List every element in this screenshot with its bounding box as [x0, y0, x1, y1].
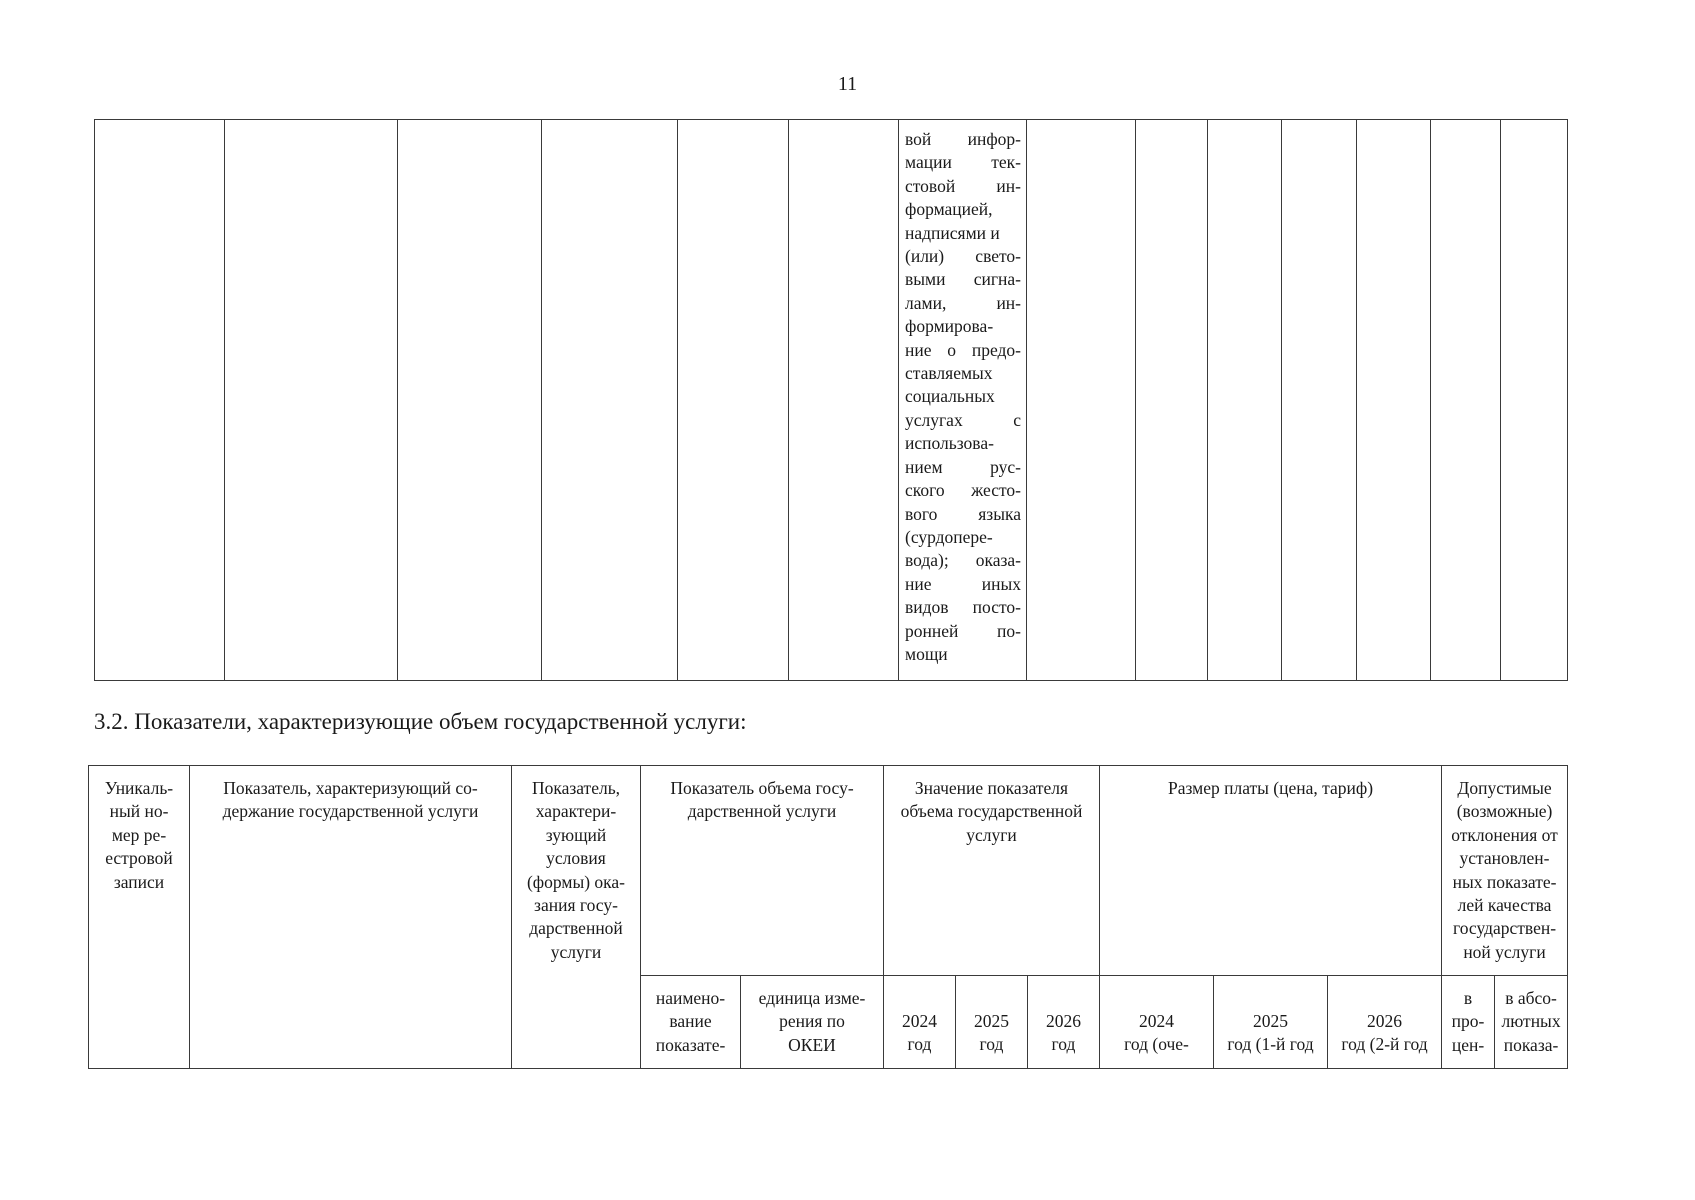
header-line: 2025	[1253, 1011, 1288, 1031]
text-line: выми сигна-	[905, 269, 1021, 290]
header-line: зания госу-	[534, 895, 618, 916]
subheader-value-2024	[884, 976, 956, 1069]
continuation-table	[94, 119, 1568, 681]
text-line: социальных	[905, 386, 995, 407]
page-number: 11	[837, 73, 858, 95]
volume-table	[88, 765, 1568, 1069]
header-line: год (2-й год	[1341, 1034, 1428, 1055]
table-cell	[1357, 120, 1431, 681]
text-line: ставляемых	[905, 363, 993, 384]
text-line: формацией,	[905, 199, 993, 220]
header-line: Допустимые	[1457, 778, 1552, 798]
header-line: установлен-	[1459, 848, 1550, 869]
header-deviation	[1442, 766, 1568, 976]
header-line: ный но-	[109, 801, 169, 822]
header-line: держание государственной услуги	[222, 801, 479, 822]
header-line: 2025	[974, 1011, 1009, 1031]
header-line: ной услуги	[1463, 941, 1546, 962]
table-cell	[1136, 120, 1208, 681]
header-line: Показатель,	[531, 778, 621, 798]
header-line: зующий	[545, 824, 607, 845]
subheader-fee-2026	[1328, 976, 1442, 1069]
header-line: Показатель, характеризующий со-	[223, 778, 478, 798]
header-line: вание	[669, 1011, 712, 1032]
header-line: Уникаль-	[104, 778, 174, 798]
header-fee	[1100, 766, 1442, 976]
text-line: вого языка	[905, 503, 1021, 524]
header-line: 2024	[902, 1011, 937, 1031]
header-line: 2026	[1046, 1011, 1081, 1031]
header-volume-indicator	[641, 766, 884, 976]
text-line: вода); оказа-	[905, 550, 1021, 571]
text-line: вой инфор-	[905, 129, 1021, 149]
text-line: надписями и	[905, 222, 1000, 243]
header-line: условия	[546, 848, 606, 869]
continuation-text-cell	[899, 120, 1027, 681]
header-line: Показатель объема госу-	[670, 778, 854, 798]
text-line: использова-	[905, 433, 994, 454]
table-cell	[1501, 120, 1568, 681]
header-line: год (оче-	[1124, 1034, 1189, 1055]
header-line: отклонения от	[1451, 824, 1558, 845]
header-line: год	[907, 1034, 932, 1055]
header-line: показа-	[1503, 1034, 1559, 1055]
header-line: лей качества	[1457, 895, 1552, 916]
header-conditions-indicator	[512, 766, 641, 1069]
header-volume-value	[884, 766, 1100, 976]
header-line: наимено-	[655, 988, 726, 1008]
text-line: нием рус-	[905, 456, 1021, 477]
header-line: год (1-й год	[1227, 1034, 1314, 1055]
header-line: в	[1463, 988, 1473, 1008]
continuation-text	[899, 120, 1026, 666]
header-line: про-	[1451, 1011, 1485, 1032]
header-line: дарственной	[529, 918, 623, 939]
header-line: 2026	[1367, 1011, 1402, 1031]
table-cell	[95, 120, 225, 681]
header-line: записи	[113, 871, 165, 892]
subheader-fee-2025	[1214, 976, 1328, 1069]
table-cell	[1282, 120, 1357, 681]
header-line: показате-	[655, 1034, 726, 1055]
header-line: в абсо-	[1505, 988, 1557, 1008]
text-line: ронней по-	[905, 620, 1021, 641]
subheader-absolute	[1495, 976, 1568, 1069]
header-line: естровой	[105, 848, 173, 869]
table-cell	[1431, 120, 1501, 681]
text-line: ние о предо-	[905, 339, 1021, 360]
table-cell	[1208, 120, 1282, 681]
table-cell	[1027, 120, 1136, 681]
subheader-percent	[1442, 976, 1495, 1069]
header-line: лютных	[1501, 1011, 1561, 1032]
header-line: услуги	[966, 824, 1017, 845]
header-line: год	[979, 1034, 1004, 1055]
text-line: формирова-	[905, 316, 994, 337]
header-unique-number	[89, 766, 190, 1069]
header-line: объема государственной	[900, 801, 1083, 822]
header-line: ОКЕИ	[788, 1034, 836, 1055]
text-line: (или) свето-	[905, 246, 1021, 267]
header-line: характери-	[535, 801, 617, 822]
header-line: ных показате-	[1452, 871, 1557, 892]
text-line: ского жесто-	[905, 480, 1021, 501]
text-line: мощи	[905, 643, 948, 664]
header-line: государствен-	[1452, 918, 1557, 939]
text-line: (сурдопере-	[905, 526, 993, 547]
table-cell	[789, 120, 899, 681]
table-cell	[225, 120, 398, 681]
header-row	[89, 766, 1568, 976]
section-heading: 3.2. Показатели, характеризующие объем государственной услуги:	[94, 709, 747, 734]
header-line: год	[1051, 1034, 1076, 1055]
subheader-value-2025	[956, 976, 1028, 1069]
header-content-indicator	[190, 766, 512, 1069]
text-line: видов посто-	[905, 597, 1021, 618]
text-line: мации тек-	[905, 152, 1021, 173]
text-line: услугах с	[905, 409, 1021, 430]
header-line: цен-	[1451, 1034, 1485, 1055]
header-line: услуги	[550, 941, 602, 962]
subheader-fee-2024	[1100, 976, 1214, 1069]
text-line: лами, ин-	[905, 292, 1021, 313]
header-line: рения по	[779, 1011, 845, 1032]
subheader-okei-unit	[741, 976, 884, 1069]
header-line: (возможные)	[1456, 801, 1553, 822]
text-line: ние иных	[905, 573, 1021, 594]
text-line: стовой ин-	[905, 175, 1021, 196]
header-line: единица изме-	[758, 988, 866, 1008]
header-line: Значение показателя	[914, 778, 1069, 798]
header-line: (формы) ока-	[526, 871, 626, 892]
continuation-row	[95, 120, 1568, 681]
header-line: дарственной услуги	[687, 801, 837, 822]
header-line: Размер платы (цена, тариф)	[1167, 778, 1374, 798]
header-line: 2024	[1139, 1011, 1174, 1031]
table-cell	[678, 120, 789, 681]
table-cell	[542, 120, 678, 681]
header-line: мер ре-	[111, 824, 167, 845]
table-cell	[398, 120, 542, 681]
subheader-value-2026	[1028, 976, 1100, 1069]
subheader-indicator-name	[641, 976, 741, 1069]
